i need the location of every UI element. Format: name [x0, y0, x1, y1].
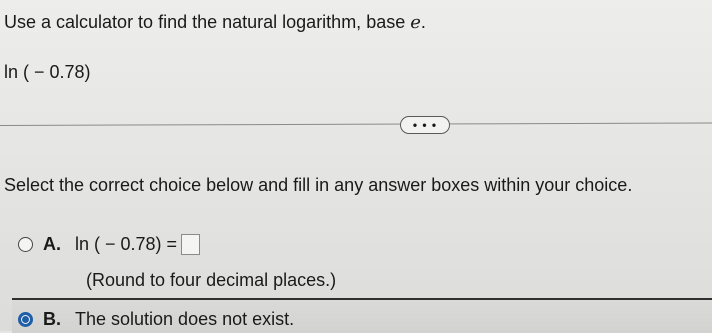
choice-b-letter: B. [43, 309, 61, 329]
choice-a-letter: A. [43, 234, 61, 254]
rounding-note: (Round to four decimal places.) [86, 270, 337, 290]
expand-button[interactable] [400, 116, 450, 134]
choice-a[interactable] [18, 234, 200, 255]
instruction-text-before: Use a calculator to find the natural logarithm, base [4, 12, 411, 32]
problem-expression: ln ( − 0.78) [4, 62, 91, 82]
choice-a-radio[interactable] [18, 237, 33, 252]
choice-prompt: Select the correct choice below and fill in any answer boxes within your choice. [4, 175, 633, 195]
more-dots-icon: • • • [412, 118, 438, 132]
choice-b-text: The solution does not exist. [75, 309, 295, 329]
instruction-text [4, 12, 426, 33]
instruction-text-after: . [420, 12, 426, 32]
answer-input-box[interactable] [181, 234, 200, 255]
base-variable: e [410, 12, 421, 33]
section-divider [0, 123, 712, 126]
choice-a-expression: ln ( − 0.78) = [75, 234, 178, 254]
choice-b[interactable] [18, 309, 294, 330]
choice-b-radio[interactable] [18, 312, 33, 327]
